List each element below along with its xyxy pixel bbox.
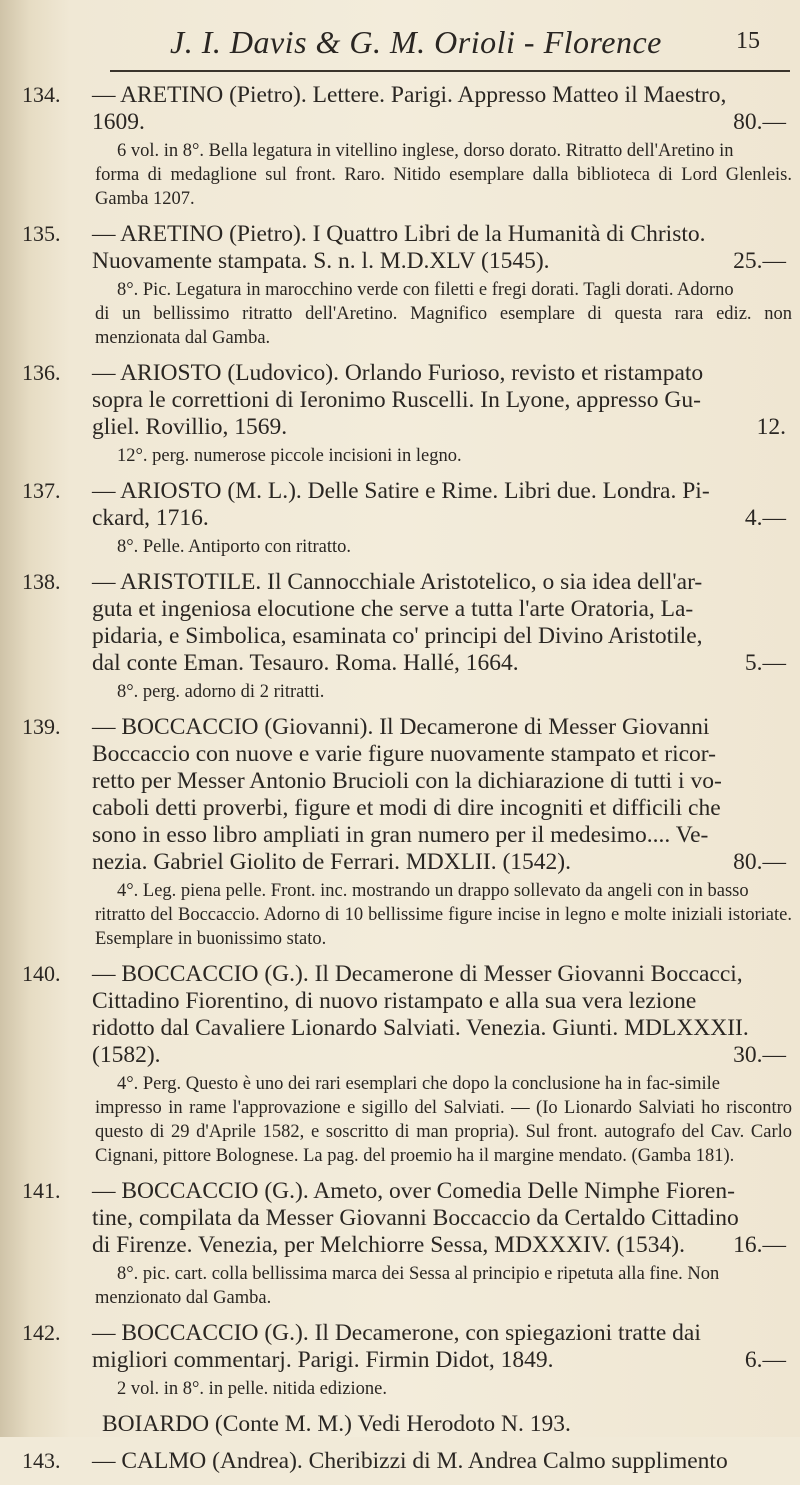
entry-imprint: di Firenze. Venezia, per Melchiorre Sessa, MDXXXIV. (1534). (92, 1232, 686, 1258)
entry-imprint: ckard, 1716. (92, 505, 209, 531)
entry-price: 6.— (744, 1347, 786, 1373)
catalogue-entry (22, 360, 792, 468)
entry-imprint: Nuovamente stampata. S. n. l. M.D.XLV (1545). (92, 248, 550, 274)
header-title: J. I. Davis & G. M. Orioli - Florence (170, 24, 662, 60)
entry-imprint: dal conte Eman. Tesauro. Roma. Hallé, 1664. (92, 650, 519, 676)
entry-description-first: 12°. perg. numerose piccole incisioni in legno. (117, 446, 462, 466)
entry-imprint: (1582). (92, 1042, 161, 1068)
entry-description-rest: impresso in rame l'approvazione e sigillo del Salviati. — (Io Lionardo Salviati ho riscontro questo di 29 d'Aprile 1582, e soscritto di man propria). Sul front. autografo del Cav. Carlo Cignani, pittore Bolognese. La pag. del proemio ha il margine mendato. (Gamba 181). (95, 1098, 792, 1166)
entry-title-line: sono in esso libro ampliati in gran numero per il medesimo.... Ve- (92, 822, 709, 848)
entry-description-rest: forma di medaglione sul front. Raro. Nitido esemplare dalla biblioteca di Lord Glenleis. Gamba 1207. (95, 165, 792, 209)
entry-imprint-line (92, 505, 792, 532)
entry-description (117, 680, 792, 704)
entry-title-line: Cittadino Fiorentino, di nuovo ristampato e alla sua vera lezione (92, 988, 697, 1014)
entry-heading (92, 1178, 792, 1259)
entry-title-line: pidaria, e Simbolica, esaminata co' principi del Divino Aristotile, (92, 623, 703, 649)
entry-number: 143. (22, 1448, 61, 1473)
entry-heading (92, 221, 792, 275)
entry-imprint-line (92, 248, 792, 275)
entry-imprint-line (92, 849, 792, 876)
entry-number: 140. (22, 961, 61, 986)
entry-description-first: 8°. pic. cart. colla bellissima marca dei Sessa al principio e ripetuta alla fine. Non (117, 1264, 720, 1284)
catalogue-entry (22, 961, 792, 1168)
page-number: 15 (736, 28, 760, 54)
entry-title-line: retto per Messer Antonio Brucioli con la dichiarazione di tutti i vo- (92, 768, 722, 794)
catalogue-entry (22, 714, 792, 951)
catalogue-entry (22, 1320, 792, 1401)
entry-price: 25.— (733, 248, 786, 274)
entry-heading (92, 82, 792, 136)
catalogue-entry (22, 1178, 792, 1310)
entry-description-first: 4°. Leg. piena pelle. Front. inc. mostrando un drappo sollevato da angeli con in basso (117, 881, 749, 901)
entry-heading (92, 1320, 792, 1374)
entry-description (117, 444, 792, 468)
entry-imprint-line (92, 1232, 792, 1259)
entry-heading (92, 1448, 792, 1475)
entry-description-first: 8°. Pelle. Antiporto con ritratto. (117, 537, 351, 557)
entry-heading (92, 569, 792, 677)
entry-title-line: — ARIOSTO (M. L.). Delle Satire e Rime. Libri due. Londra. Pi- (92, 478, 710, 504)
entry-number: 142. (22, 1320, 61, 1345)
catalogue-entry (22, 221, 792, 350)
entry-heading (92, 961, 792, 1069)
entry-price: 5.— (744, 650, 786, 676)
header-rule (110, 70, 790, 72)
cross-reference: BOIARDO (Conte M. M.) Vedi Herodoto N. 193. (102, 1411, 571, 1437)
entry-price: 80.— (733, 109, 786, 135)
catalogue-entry (22, 1448, 792, 1475)
entry-title-line: — BOCCACCIO (G.). Il Decamerone di Messer Giovanni Boccacci, (92, 961, 743, 987)
page-header (60, 18, 760, 68)
entry-imprint-line (92, 650, 792, 677)
entry-description-first: 6 vol. in 8°. Bella legatura in vitellino inglese, dorso dorato. Ritratto dell'Aretino in (117, 141, 734, 161)
entry-title-line: tine, compilata da Messer Giovanni Boccaccio da Certaldo Cittadino (92, 1205, 739, 1231)
entry-title-line: — ARETINO (Pietro). I Quattro Libri de la Humanità di Christo. (92, 221, 706, 247)
entry-imprint-line (92, 1347, 792, 1374)
entry-description-rest: menzionato dal Gamba. (95, 1288, 272, 1308)
entry-description (117, 535, 792, 559)
entry-imprint-line (92, 1042, 792, 1069)
entry-number: 139. (22, 714, 61, 739)
entry-description-rest: ritratto del Boccaccio. Adorno di 10 bellissime figure incise in legno e molte iniziali istoriate. Esemplare in buonissimo stato. (95, 905, 792, 949)
entry-title-line: caboli detti proverbi, figure et modi di dire incogniti et difficili che (92, 795, 721, 821)
entry-number: 137. (22, 478, 61, 503)
entry-imprint: nezia. Gabriel Giolito de Ferrari. MDXLII. (1542). (92, 849, 571, 875)
entry-description (95, 1262, 792, 1310)
entry-description (95, 1072, 792, 1168)
entry-imprint: migliori commentarj. Parigi. Firmin Didot, 1849. (92, 1347, 554, 1373)
entry-imprint: 1609. (92, 109, 145, 135)
entry-description-rest: di un bellissimo ritratto dell'Aretino. Magnifico esemplare di questa rara ediz. non menzionata dal Gamba. (95, 304, 792, 348)
entry-description (95, 879, 792, 951)
entry-description-first: 8°. perg. adorno di 2 ritratti. (117, 682, 325, 702)
entry-title-line: — ARETINO (Pietro). Lettere. Parigi. Appresso Matteo il Maestro, (92, 82, 727, 108)
entry-price: 16.— (733, 1232, 786, 1258)
entry-description (95, 139, 792, 211)
entry-number: 135. (22, 221, 61, 246)
entry-description-first: 8°. Pic. Legatura in marocchino verde con filetti e fregi dorati. Tagli dorati. Adorno (117, 280, 734, 300)
entry-number: 136. (22, 360, 61, 385)
entry-price: 80.— (733, 849, 786, 875)
entry-description (95, 278, 792, 350)
entry-title-line: Boccaccio con nuove e varie figure nuovamente stampato et ricor- (92, 741, 716, 767)
entry-number: 138. (22, 569, 61, 594)
entry-number: 141. (22, 1178, 61, 1203)
catalogue-entry (22, 82, 792, 211)
entry-heading (92, 360, 792, 441)
catalogue-entries (22, 82, 792, 1485)
entry-title-line: — ARISTOTILE. Il Cannocchiale Aristotelico, o sia idea dell'ar- (92, 569, 703, 595)
entry-price: 30.— (733, 1042, 786, 1068)
entry-imprint-line (92, 109, 792, 136)
entry-heading (92, 478, 792, 532)
entry-title-line: — BOCCACCIO (G.). Il Decamerone, con spiegazioni tratte dai (92, 1320, 701, 1346)
entry-title-line: sopra le correttioni di Ieronimo Ruscelli. In Lyone, appresso Gu- (92, 387, 701, 413)
entry-price: 12. (756, 414, 786, 440)
entry-imprint-line (92, 414, 792, 441)
entry-description-first: 4°. Perg. Questo è uno dei rari esemplari che dopo la conclusione ha in fac-simile (117, 1074, 720, 1094)
entry-description-first: 2 vol. in 8°. in pelle. nitida edizione. (117, 1379, 387, 1399)
entry-imprint: gliel. Rovillio, 1569. (92, 414, 288, 440)
entry-title-line: guta et ingeniosa elocutione che serve a tutta l'arte Oratoria, La- (92, 596, 694, 622)
entry-description (117, 1377, 792, 1401)
entry-title-line: — BOCCACCIO (Giovanni). Il Decamerone di Messer Giovanni (92, 714, 710, 740)
catalogue-entry (22, 569, 792, 704)
entry-price: 4.— (744, 505, 786, 531)
entry-title-line: ridotto dal Cavaliere Lionardo Salviati. Venezia. Giunti. MDLXXXII. (92, 1015, 749, 1041)
entry-title-line: — ARIOSTO (Ludovico). Orlando Furioso, revisto et ristampato (92, 360, 704, 386)
entry-heading (92, 714, 792, 876)
catalogue-entry (22, 478, 792, 559)
entry-title-line: — BOCCACCIO (G.). Ameto, over Comedia Delle Nimphe Fioren- (92, 1178, 735, 1204)
entry-number: 134. (22, 82, 61, 107)
entry-title-line: — CALMO (Andrea). Cheribizzi di M. Andrea Calmo supplimento (92, 1448, 728, 1474)
